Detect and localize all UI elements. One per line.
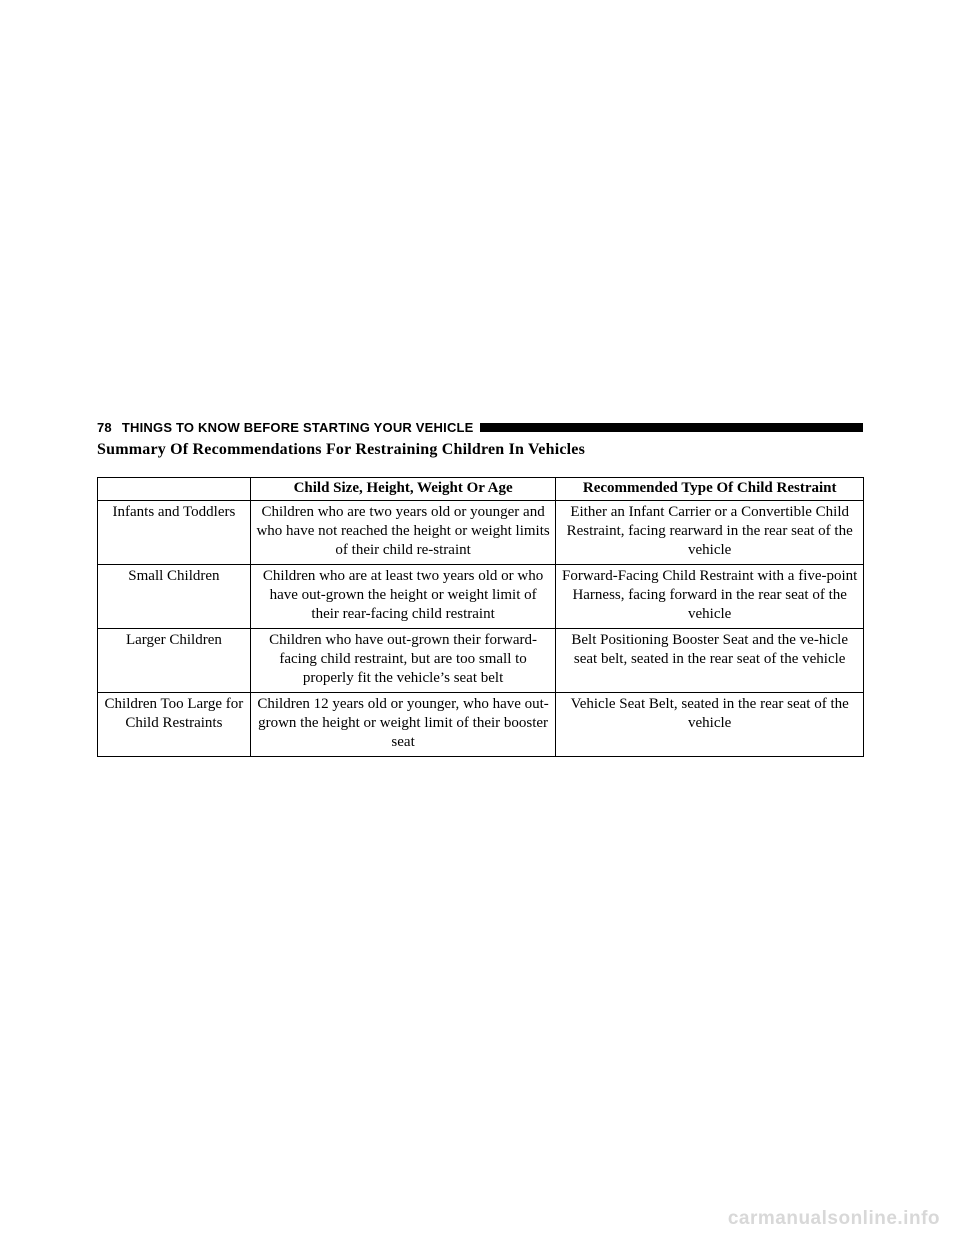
size-cell: Children who are at least two years old or who have out-grown the height or weight limit of their rear-facing child restraint bbox=[250, 565, 556, 629]
page-number: 78 bbox=[97, 419, 112, 435]
size-cell: Children who are two years old or younger and who have not reached the height or weight limits of their child re-straint bbox=[250, 501, 556, 565]
column-header-restraint: Recommended Type Of Child Restraint bbox=[556, 478, 864, 501]
category-cell: Children Too Large for Child Restraints bbox=[98, 693, 251, 757]
size-cell: Children 12 years old or younger, who have out-grown the height or weight limit of their booster seat bbox=[250, 693, 556, 757]
recommendations-table bbox=[97, 477, 864, 757]
restraint-cell: Forward-Facing Child Restraint with a five-point Harness, facing forward in the rear seat of the vehicle bbox=[556, 565, 864, 629]
table-row bbox=[98, 501, 864, 565]
restraint-cell: Either an Infant Carrier or a Convertible Child Restraint, facing rearward in the rear seat of the vehicle bbox=[556, 501, 864, 565]
header-rule bbox=[480, 423, 863, 432]
table-row bbox=[98, 565, 864, 629]
size-cell: Children who have out-grown their forward-facing child restraint, but are too small to properly fit the vehicle’s seat belt bbox=[250, 629, 556, 693]
site-watermark: carmanualsonline.info bbox=[727, 1208, 940, 1229]
column-header-category bbox=[98, 478, 251, 501]
table-row bbox=[98, 629, 864, 693]
category-cell: Larger Children bbox=[98, 629, 251, 693]
running-title: THINGS TO KNOW BEFORE STARTING YOUR VEHICLE bbox=[121, 419, 474, 435]
category-cell: Small Children bbox=[98, 565, 251, 629]
restraint-cell: Belt Positioning Booster Seat and the ve-hicle seat belt, seated in the rear seat of the vehicle bbox=[556, 629, 864, 693]
section-title: Summary Of Recommendations For Restraining Children In Vehicles bbox=[97, 441, 586, 458]
table-header-row bbox=[98, 478, 864, 501]
category-cell: Infants and Toddlers bbox=[98, 501, 251, 565]
table-row bbox=[98, 693, 864, 757]
column-header-size: Child Size, Height, Weight Or Age bbox=[250, 478, 556, 501]
page-header bbox=[97, 418, 863, 436]
restraint-cell: Vehicle Seat Belt, seated in the rear seat of the vehicle bbox=[556, 693, 864, 757]
